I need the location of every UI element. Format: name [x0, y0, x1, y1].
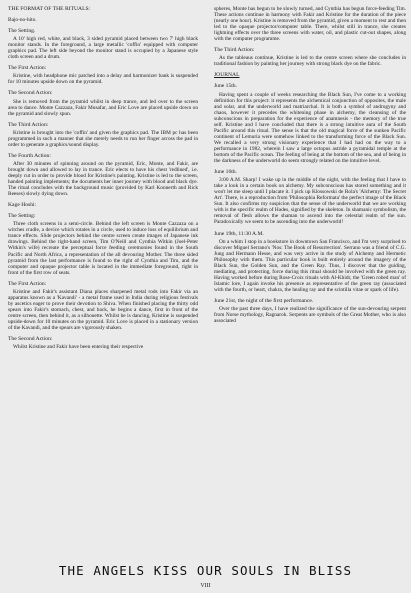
section-heading: JOURNAL	[214, 72, 240, 79]
section-heading: Kage Hoshi:	[8, 202, 37, 209]
body-paragraph: 3:00 A.M. Sharp! I wake up in the middle of the night, with the feeling that I have to take a look in a certain book on alchemy. My subconscious has stored something and it won't let me sleep until I placate it. I pick up Klossowski de Rola's 'Alchemy: The Secret Art'. There, is a reproduction from 'Philosophia Reformata' the perfect image of the Black Sun. It also confirms my suspicion that the sense of the underworld that we are working with is the specific realm of Hades, signified by the skeleton. In shamanic symbolism, the removal of flesh allows the shaman to ascend into the celestial realm of the sun. Paradoxically we seem to be ascending into the underworld!	[214, 177, 406, 226]
section-heading: June 16th.	[214, 169, 237, 176]
section-heading: June 19th, 11:30 A.M.	[214, 230, 264, 237]
page-number: VIII	[200, 583, 211, 589]
body-paragraph: Kristine is brought into the 'coffin' and given the graphics pad. The IBM pc has been programmed in such a manner that she merely needs to run her finger across the pad in order to generate a graphics/sound display.	[8, 129, 198, 148]
body-paragraph: Over the past three days, I have realized the significance of the sun-devouring serpent from Norse mythology, Ragnarok. Serpents are symbols of the Great Mother, who is also associated	[214, 306, 406, 325]
section-heading: The Setting.	[8, 28, 36, 35]
section-heading: The First Action:	[8, 65, 47, 72]
section-heading: The Fourth Action:	[8, 152, 51, 159]
body-paragraph: Having spent a couple of weeks researching the Black Sun, I've come to a working definition for this project: it represents the alchemical conjunction of opposites, the male and solar, and the underworld and matriarchal. It is both a symbol of androgyny and chaos, however it precedes the whitening phase in alchemy, the cleansing of the subconscious in preparation for the experience of anamnesis - the memory of the true self. Kristine and I have concluded that there is a strong intuitive aura of the South Pacific around this ritual. The sense is that the old magical force of the sunken Pacific continent of Lemuria were somehow linked to the transforming force of the Black Sun. We recalled a very strong visionary experience that I had had on the way to a performance in 1982, wherein I saw a large octopus astride a pyramidal temple at the bottom of the Pacific ocean. The feeling of being at the bottom of the sea, and of being in the darkness of the underworld do seem strongly related on the intuitive level.	[214, 91, 406, 165]
body-paragraph: Kristine, with headphone mic patched into a delay and harmonizer bank is suspended for 10 minutes upside down on the pyramid.	[8, 73, 198, 86]
right-column	[214, 6, 406, 326]
section-heading: The Setting:	[8, 213, 36, 220]
section-heading: The Third Action:	[8, 121, 49, 128]
section-heading: THE FORMAT OF THE RITUALS:	[8, 6, 91, 12]
body-paragraph: Whilst Kristine and Fakir have been entering their respective	[13, 344, 144, 351]
body-paragraph: Kristine and Fakir's assistant Diana places sharpened metal rods into Fakir via an apparatus known as a 'Kavandi' - a metal frame used in India during religious festivals by ascetics eager to prove their devotion to Shiva. When finished placing the thirty odd spears into Fakir's stomach, chest, and back, he begins a dance, first in front of the centre screen, then behind it, as a silhouette. Whilst he is dancing, Kristine is suspended upside-down for 10 minutes on the pyramid. Eric Love is placed in a stationary version of the Kavandi, and the spears are vigorously shaken.	[8, 288, 198, 332]
left-column	[8, 6, 198, 352]
body-paragraph: Bajo-no-hito.	[8, 17, 37, 24]
section-heading: The Second Action:	[8, 90, 53, 97]
body-paragraph: On a whim I stop in a bookstore in downtown San Francisco, and I'm very surprised to discover Miguel Serrano's 'Nos: The Book of Resurrection'. Serrano was a friend of C.G. Jung and Hermann Hesse, and was very active in the study of Alchemy and Hermetic Philosophy with them. This particular book is built entirely around the imagery of the Black Sun, the Golden Sun, and the Green Ray. Thus, I discover that the guiding, mediating, and protecting, force during this ritual should be involved with the green ray. Having worked before during Rose-Croix rituals with Al-Khidr, the 'Green robed man' of Islamic lore, I again invoke his presence as representative of the green ray (associated with the fourth, or heart, chakra, the healing ray and the scintilla vitae or spark of life).	[214, 238, 406, 293]
body-paragraph: spheres, Monte has begun to be slowly turned, and Cynthia has begun force-feeding Tim. These actions continue in harmony with Fakir and Kristine for the duration of the piece (nearly one hour). Kristine is removed from the pyramid, given a moment to rest and then led to the opaque projector/computer table. There, whilst still in trance, she creates lightning effects over the three screens with water, oil, and plastic cut-out shapes, along with the computer programme.	[214, 6, 406, 43]
body-paragraph: Three cloth screens in a semi-circle. Behind the left screen is Monte Cazzaza on a witches cradle, a device which rotates in a circle, used to induce loss of equilibrium and trance effects. Slide projectors behind the centre screen create images of Japanese ink drawings. Behind the right-hand screen, Tim O'Neill and Cynthia Witkin (Joel-Peter Witkin's wife) recreate the perceptual force feeding ceremonies found in the South Pacific and North Africa, a representation of the all devouring Mother. The three sided pyramid from the last performance is found to the right of Cynthia and Tim, and the computer and opaque projector table is located in the immediate foreground, right in front of the first row of seats.	[8, 221, 198, 276]
body-paragraph: As the tableaus continue, Kristine is led to the centre screen where she concludes in traditional fashion by painting her journey with strong black dye on the fabric.	[214, 55, 406, 68]
section-heading: June 21st, the night of the first performance.	[214, 297, 314, 304]
body-paragraph: After 30 minutes of spinning around on the pyramid, Eric, Monte, and Fakir, are brought down and allowed to lay in trance. Eric elects to have his chest 'redlined', i.e. deeply cut in order to provide blood for Kristine's painting. Kristine is led to the screen, handed painting implements; the documents her inner journey with blood and black dye. The ritual concludes with the background music (provided by Karl Konnerth and Rick Reeses) slowly dying down.	[8, 160, 198, 198]
section-heading: The Third Action:	[214, 47, 255, 54]
body-paragraph: She is removed from the pyramid whilst in deep trance, and led over to the screen area to dance. Monte Cazzaza, Fakir Musafar, and Eric Love are placed upside down on the pyramid and slowly spun.	[8, 98, 198, 117]
section-heading: The Second Action:	[8, 336, 53, 343]
section-heading: June 15th.	[214, 83, 237, 90]
footer-title: THE ANGELS KISS OUR SOULS IN BLISS	[58, 563, 353, 578]
body-paragraph: A 10' high red, white, and black, 3 sided pyramid placed between two 7' high black monitor stands. In the foreground, a large metallic 'coffin' equipped with computer graphics pad. The left side beyond the monitor stand is occupied by a Japanese style cloth screen and a drum.	[8, 36, 198, 61]
section-heading: The First Action:	[8, 280, 47, 287]
